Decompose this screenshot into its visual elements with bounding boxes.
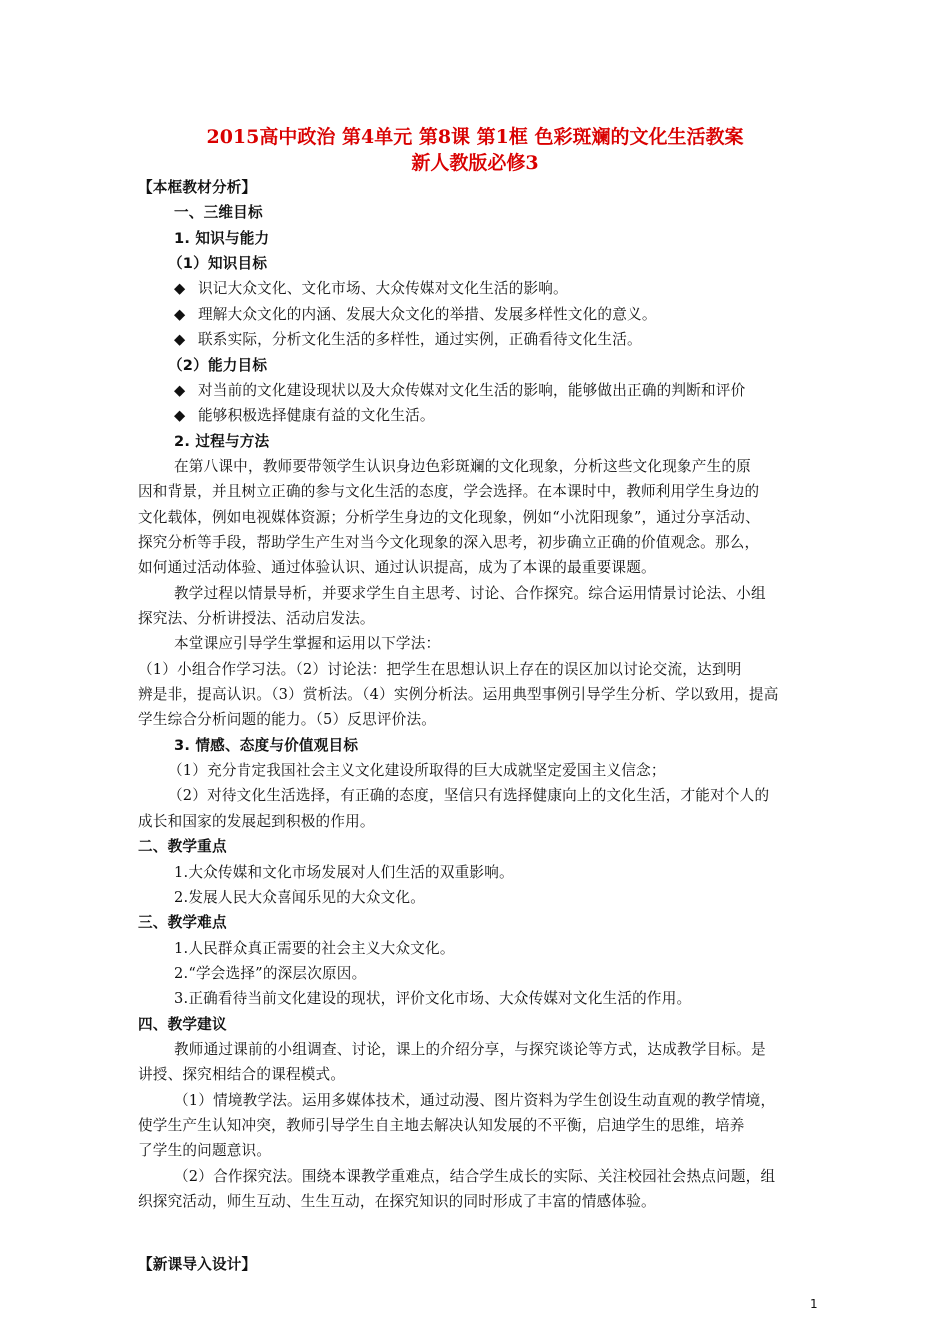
bullet-item bbox=[174, 327, 854, 352]
bullet-diamond-icon: ◆ bbox=[174, 305, 186, 323]
paragraph-line bbox=[138, 555, 818, 580]
line-text: 了学生的问题意识。 bbox=[138, 1142, 272, 1160]
line-text: 2.发展人民大众喜闻乐见的大众文化。 bbox=[174, 888, 426, 906]
line-text: （2）对待文化生活选择，有正确的态度，坚信只有选择健康向上的文化生活，才能对个人的 bbox=[168, 787, 770, 805]
line-text: （1）小组合作学习法。（2）讨论法：把学生在思想认识上存在的误区加以讨论交流，达到明 bbox=[138, 660, 742, 678]
line-text: 如何通过活动体验、通过体验认识、通过认识提高，成为了本课的最重要课题。 bbox=[138, 559, 656, 577]
paragraph-line bbox=[174, 1037, 854, 1062]
line-text: 因和背景，并且树立正确的参与文化生活的态度，学会选择。在本课时中，教师利用学生身边的 bbox=[138, 483, 760, 501]
section-heading bbox=[174, 226, 854, 251]
paragraph-line bbox=[138, 606, 818, 631]
line-text: 本堂课应引导学生掌握和运用以下学法： bbox=[174, 635, 441, 653]
paragraph-line bbox=[138, 479, 818, 504]
line-text: 教学过程以情景导析，并要求学生自主思考、讨论、合作探究。综合运用情景讨论法、小组 bbox=[174, 584, 766, 602]
bullet-diamond-icon: ◆ bbox=[174, 407, 186, 425]
bullet-diamond-icon: ◆ bbox=[174, 381, 186, 399]
bullet-diamond-icon: ◆ bbox=[174, 331, 186, 349]
line-text: 辨是非，提高认识。（3）赏析法。（4）实例分析法。运用典型事例引导学生分析、学以致用，提高 bbox=[138, 686, 779, 703]
document-subtitle: 新人教版必修3 bbox=[411, 152, 539, 174]
paragraph-line bbox=[168, 783, 848, 808]
line-text: 织探究活动，师生互动、生生互动，在探究知识的同时形成了丰富的情感体验。 bbox=[138, 1193, 656, 1210]
paragraph-line bbox=[138, 1138, 818, 1163]
line-text: （1）情境教学法。运用多媒体技术，通过动漫、图片资料为学生创设生动直观的教学情境， bbox=[174, 1091, 776, 1109]
paragraph-line bbox=[168, 758, 848, 783]
line-text: 学生综合分析问题的能力。（5）反思评价法。 bbox=[138, 711, 437, 729]
paragraph-line bbox=[174, 986, 854, 1011]
paragraph-line bbox=[174, 631, 854, 656]
section-heading bbox=[168, 251, 848, 276]
paragraph-line bbox=[174, 961, 854, 986]
paragraph-line bbox=[138, 682, 818, 707]
paragraph-line bbox=[138, 809, 818, 834]
line-text: 【本框教材分析】 bbox=[138, 179, 257, 196]
line-text: 文化载体，例如电视媒体资源；分析学生身边的文化现象，例如“小沈阳现象”，通过分享活动、 bbox=[138, 508, 760, 526]
line-text: 三、教学难点 bbox=[138, 914, 227, 932]
bullet-item bbox=[174, 403, 854, 428]
section-heading bbox=[174, 429, 854, 454]
section-heading bbox=[168, 353, 848, 378]
section-heading bbox=[138, 1252, 818, 1277]
line-text: 使学生产生认知冲突，教师引导学生自主地去解决认知发展的不平衡，启迪学生的思维，培养 bbox=[138, 1117, 745, 1134]
line-text: 理解大众文化的内涵、发展大众文化的举措、发展多样性文化的意义。 bbox=[198, 305, 657, 323]
line-text: 探究法、分析讲授法、活动启发法。 bbox=[138, 610, 375, 627]
paragraph-line bbox=[174, 581, 854, 606]
section-heading bbox=[138, 910, 818, 935]
paragraph-line bbox=[138, 530, 818, 555]
paragraph-line bbox=[174, 885, 854, 910]
line-text: 在第八课中，教师要带领学生认识身边色彩斑斓的文化现象，分析这些文化现象产生的原 bbox=[174, 457, 751, 475]
line-text: 1.大众传媒和文化市场发展对人们生活的双重影响。 bbox=[174, 863, 514, 881]
line-text: 联系实际，分析文化生活的多样性，通过实例，正确看待文化生活。 bbox=[198, 331, 642, 349]
line-text: （2）合作探究法。围绕本课教学重难点，结合学生成长的实际、关注校园社会热点问题，组 bbox=[174, 1167, 776, 1185]
line-text: 一、三维目标 bbox=[174, 204, 263, 222]
paragraph-line bbox=[138, 707, 818, 732]
line-text: 1. 知识与能力 bbox=[174, 229, 270, 247]
line-text: 识记大众文化、文化市场、大众传媒对文化生活的影响。 bbox=[198, 280, 568, 298]
line-text: 讲授、探究相结合的课程模式。 bbox=[138, 1066, 346, 1084]
line-text: 探究分析等手段，帮助学生产生对当今文化现象的深入思考，初步确立正确的价值观念。那么， bbox=[138, 533, 760, 551]
bullet-diamond-icon: ◆ bbox=[174, 280, 186, 298]
paragraph-line bbox=[174, 454, 854, 479]
bullet-item bbox=[174, 276, 854, 301]
section-heading bbox=[174, 200, 854, 225]
paragraph-line bbox=[174, 860, 854, 885]
line-text: 1.人民群众真正需要的社会主义大众文化。 bbox=[174, 939, 455, 957]
section-heading bbox=[138, 1012, 818, 1037]
bullet-item bbox=[174, 378, 854, 403]
line-text: 教师通过课前的小组调查、讨论，课上的介绍分享，与探究谈论等方式，达成教学目标。是 bbox=[174, 1040, 766, 1058]
page-number: 1 bbox=[810, 1297, 818, 1311]
paragraph-line bbox=[138, 505, 818, 530]
line-text: 四、教学建议 bbox=[138, 1015, 227, 1033]
paragraph-line bbox=[174, 936, 854, 961]
document-title: 2015高中政治 第4单元 第8课 第1框 色彩斑斓的文化生活教案 bbox=[206, 126, 744, 148]
line-text: （1）知识目标 bbox=[168, 255, 268, 273]
line-text: 【新课导入设计】 bbox=[138, 1256, 257, 1274]
bullet-item bbox=[174, 302, 854, 327]
section-heading bbox=[174, 733, 854, 758]
paragraph-line bbox=[174, 1088, 854, 1113]
paragraph-line bbox=[138, 1113, 818, 1138]
line-text: 3.正确看待当前文化建设的现状，评价文化市场、大众传媒对文化生活的作用。 bbox=[174, 990, 692, 1008]
line-text: 2. 过程与方法 bbox=[174, 432, 270, 450]
paragraph-line bbox=[138, 657, 818, 682]
line-text: 二、教学重点 bbox=[138, 838, 227, 856]
section-heading bbox=[138, 834, 818, 859]
paragraph-line bbox=[138, 1189, 818, 1214]
line-text: 成长和国家的发展起到积极的作用。 bbox=[138, 812, 375, 830]
line-text: （1）充分肯定我国社会主义文化建设所取得的巨大成就坚定爱国主义信念； bbox=[168, 762, 666, 780]
paragraph-line bbox=[138, 1062, 818, 1087]
paragraph-line bbox=[174, 1164, 854, 1189]
line-text: 2.“学会选择”的深层次原因。 bbox=[174, 964, 367, 982]
line-text: 3. 情感、态度与价值观目标 bbox=[174, 736, 359, 754]
line-text: 对当前的文化建设现状以及大众传媒对文化生活的影响，能够做出正确的判断和评价 bbox=[198, 381, 746, 399]
line-text: 能够积极选择健康有益的文化生活。 bbox=[198, 407, 435, 425]
line-text: （2）能力目标 bbox=[168, 356, 268, 374]
section-heading bbox=[138, 175, 818, 200]
